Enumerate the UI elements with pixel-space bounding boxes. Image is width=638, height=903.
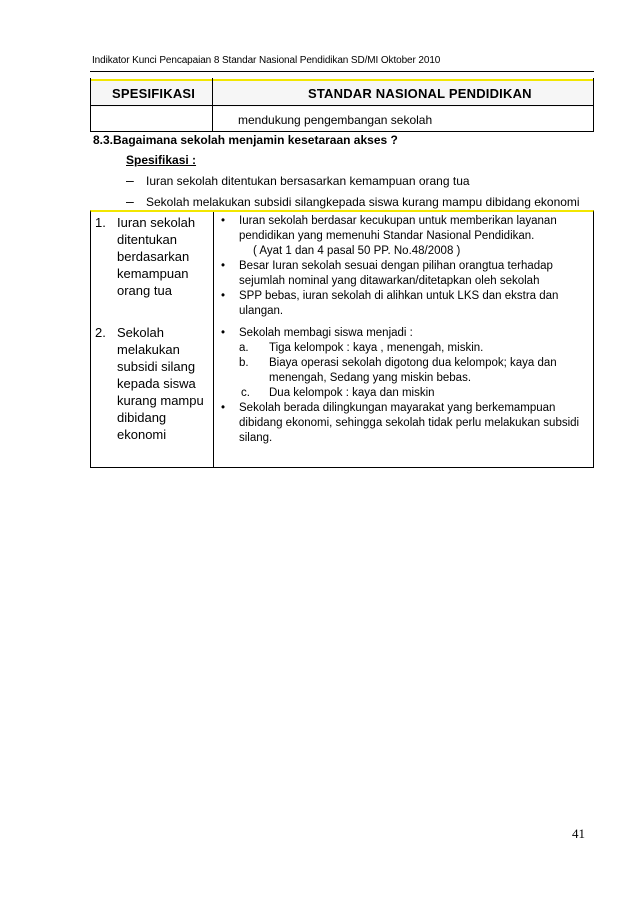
spec-label: Spesifikasi :: [126, 153, 197, 167]
table-border-bottom: [90, 131, 594, 132]
running-header: Indikator Kunci Pencapaian 8 Standar Nasional Pendidikan SD/MI Oktober 2010: [92, 55, 441, 66]
sub-item-letter: b.: [239, 357, 249, 369]
section-title: 8.3.Bagaimana sekolah menjamin kesetaraan akses ?: [93, 133, 398, 147]
column-header-standar: STANDAR NASIONAL PENDIDIKAN: [308, 86, 532, 101]
dash-marker: –: [126, 172, 134, 188]
row-number: 1.: [95, 215, 106, 230]
table-header-divider: [90, 105, 594, 106]
row-label-text: Sekolah melakukan subsidi silang kepada siswa kurang mampu dibidang ekonomi: [117, 325, 204, 442]
spec-item: [126, 193, 580, 209]
bullet-icon: •: [221, 215, 226, 227]
continued-text: mendukung pengembangan sekolah: [238, 113, 433, 127]
bullet-icon: •: [221, 402, 226, 414]
bullet-text: Sekolah berada dilingkungan mayarakat yang berkemampuan dibidang ekonomi, sehingga sekolah tidak perlu melakukan subsidi silang.: [239, 402, 580, 444]
sub-item-text: Tiga kelompok : kaya , menengah, miskin.: [269, 342, 484, 354]
bullet-icon: •: [221, 260, 226, 272]
bullet-text: Sekolah membagi siswa menjadi :: [239, 327, 413, 339]
spec-item-text: Iuran sekolah ditentukan bersasarkan kemampuan orang tua: [146, 174, 470, 188]
row-label-text: Iuran sekolah ditentukan berdasarkan kemampuan orang tua: [117, 215, 196, 298]
sub-item-letter: c.: [241, 387, 250, 399]
sub-item-text: Dua kelompok : kaya dan miskin: [269, 387, 435, 399]
spec-item: [126, 172, 470, 188]
bullet-text: SPP bebas, iuran sekolah di alihkan untuk LKS dan ekstra dan ulangan.: [239, 290, 559, 317]
top-table: [90, 78, 594, 132]
page-number: 41: [572, 826, 585, 841]
bullet-icon: •: [221, 327, 226, 339]
dash-marker: –: [126, 193, 134, 209]
bullet-text: ( Ayat 1 dan 4 pasal 50 PP. No.48/2008 ): [253, 245, 461, 257]
sub-item-letter: a.: [239, 342, 249, 354]
sub-item-text: Biaya operasi sekolah digotong dua kelompok; kaya dan menengah, Sedang yang miskin bebas.: [269, 357, 557, 384]
bullet-icon: •: [221, 290, 226, 302]
row-number: 2.: [95, 325, 106, 340]
column-header-spesifikasi: SPESIFIKASI: [112, 86, 196, 101]
header-divider: [90, 71, 594, 72]
main-table: [90, 210, 594, 468]
table-column-divider: [213, 212, 214, 467]
spec-item-text: Sekolah melakukan subsidi silangkepada siswa kurang mampu dibidang ekonomi: [146, 195, 580, 209]
bullet-text: Besar Iuran sekolah sesuai dengan pilihan orangtua terhadap sejumlah nominal yang ditawarkan/ditetapkan oleh sekolah: [239, 260, 553, 287]
bullet-text: Iuran sekolah berdasar kecukupan untuk memberikan layanan pendidikan yang memenuhi Standar Nasional Pendidikan.: [239, 215, 557, 242]
